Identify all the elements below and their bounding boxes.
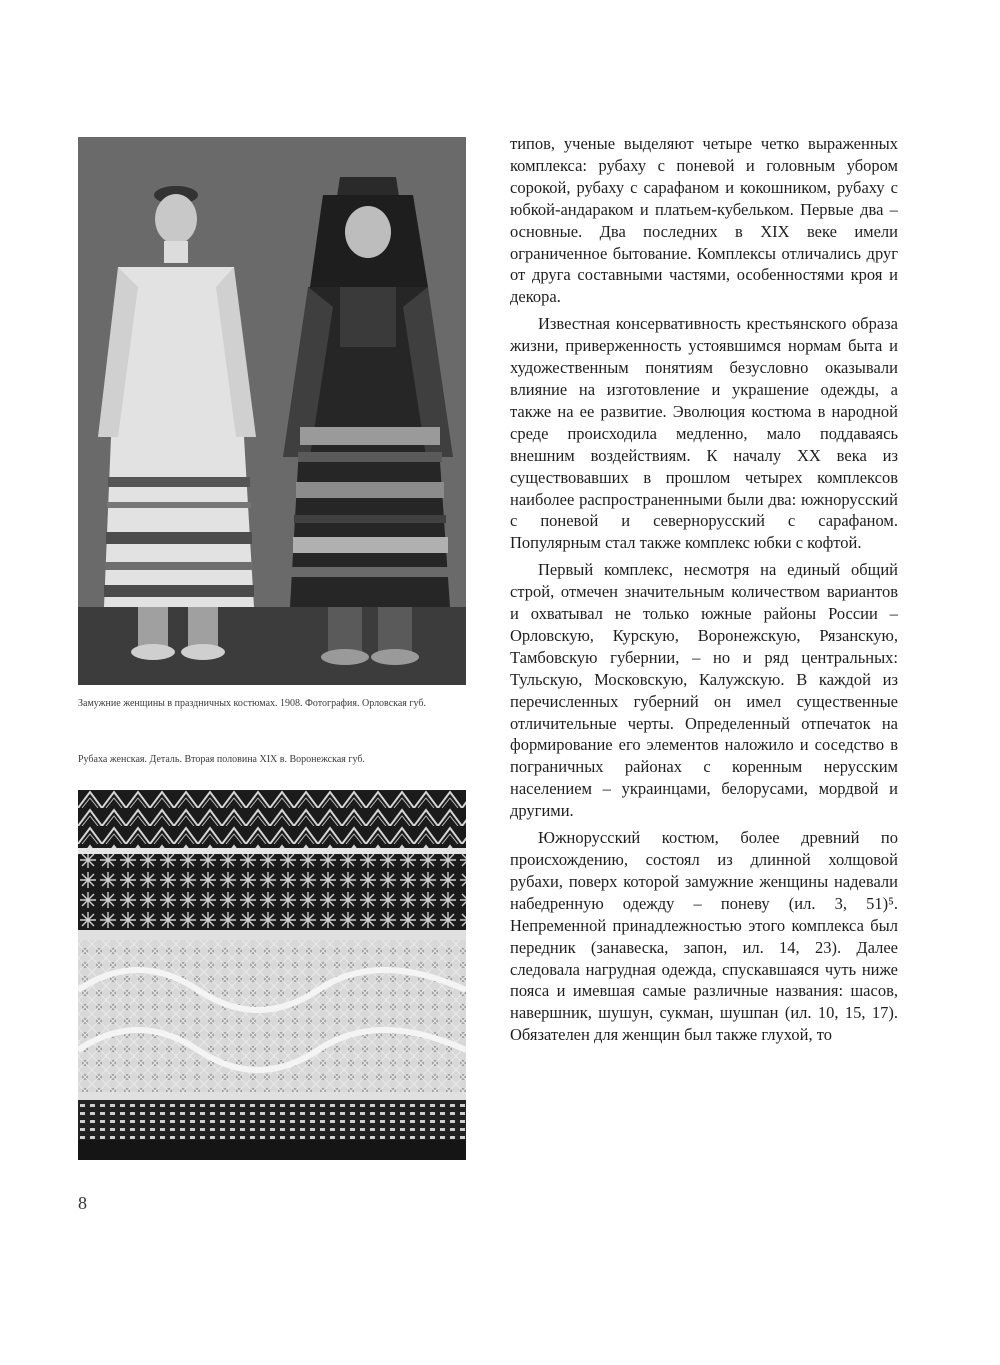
photo-caption: Замужние женщины в праздничных костюмах. 1908. Фотография. Орловская губ. (78, 698, 426, 709)
textile-pattern (78, 790, 466, 1160)
body-text-column (510, 133, 898, 1051)
page-number: 8 (78, 1193, 87, 1213)
photo-illustration (78, 137, 466, 685)
paragraph-2: Известная консервативность крестьянского образа жизни, приверженность устоявшимся нормам быта и художественным понятиям безусловно оказывали влияние на изготовление и украшение одежды, а также на ее развитие. Эволюция костюма в народной среде происходила медленно, мало поддаваясь внешним воздействиям. К началу XX века из существовавших в прошлом четырех комплексов наиболее распространенными были два: южнорусский с поневой и севернорусский с сарафаном. Популярным стал также комплекс юбки с кофтой. (510, 314, 898, 553)
paragraph-3: Первый комплекс, несмотря на единый общий строй, отмечен значительным количеством вариантов и охватывал не только южные районы России – Орловскую, Курскую, Воронежскую, Рязанскую, Тамбовскую губернии, – но и ряд центральных: Тульскую, Московскую, Калужскую. В каждой из перечисленных губерний он имел существенные отличительные черты. Определенный отпечаток на формирование его элементов наложило и соседство в пограничных районах с коренным нерусским населением – украинцами, белорусами, мордвой и другими. (510, 560, 898, 821)
textile-caption: Рубаха женская. Деталь. Вторая половина XIX в. Воронежская губ. (78, 754, 365, 765)
textile-embroidery-image (78, 790, 466, 1160)
photo-two-women-costumes (78, 137, 466, 685)
paragraph-1: типов, ученые выделяют четыре четко выраженных комплекса: рубаху с поневой и головным убором сорокой, рубаху с сарафаном и кокошником, рубаху с юбкой-андараком и платьем-кубельком. Первые два – основные. Два последних в XIX веке имели ограниченное бытование. Комплексы отличались друг от друга составными частями, особенностями кроя и декора. (510, 134, 898, 307)
paragraph-4: Южнорусский костюм, более древний по происхождению, состоял из длинной холщовой рубахи, поверх которой замужние женщины надевали набедренную одежду – поневу (ил. 3, 51)⁵. Непременной принадлежностью этого комплекса был передник (занавеска, запон, ил. 14, 23). Далее следовала нагрудная одежда, спускавшаяся чуть ниже пояса и имевшая самые различные названия: шасов, навершник, шушун, сукман, шушпан (ил. 10, 15, 17). Обязателен для женщин был также глухой, то (510, 828, 898, 1045)
